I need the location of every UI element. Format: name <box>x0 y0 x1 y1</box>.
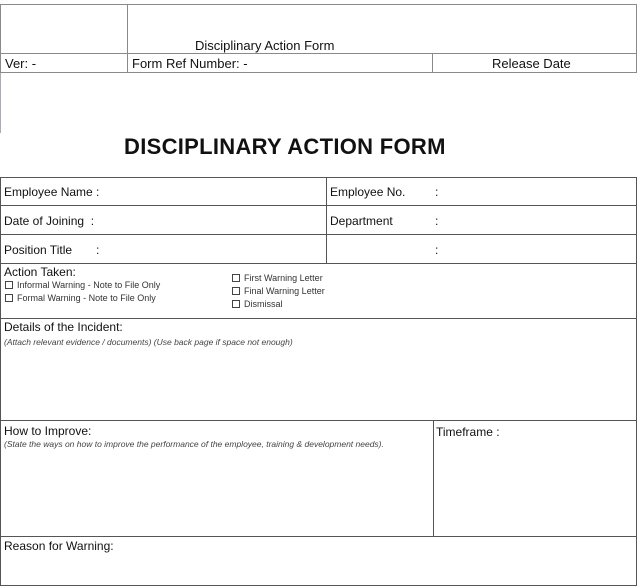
option-label: Formal Warning - Note to File Only <box>17 293 156 303</box>
how-to-improve-section[interactable] <box>0 420 434 537</box>
date-joining-label: Date of Joining : <box>4 214 95 228</box>
how-to-improve-label: How to Improve: <box>4 424 92 438</box>
colon: : <box>96 243 100 257</box>
checkbox-icon[interactable] <box>232 300 240 308</box>
release-date: Release Date <box>492 56 571 71</box>
action-taken-section <box>0 263 637 319</box>
checkbox-dismissal[interactable] <box>232 299 283 309</box>
option-label: Informal Warning - Note to File Only <box>17 280 161 290</box>
version: Ver: - <box>5 56 37 71</box>
form-ref-number: Form Ref Number: - <box>132 56 248 71</box>
checkbox-first-warning[interactable] <box>232 273 323 283</box>
checkbox-formal-warning[interactable] <box>5 293 156 303</box>
version-cell <box>0 53 128 73</box>
option-label: Final Warning Letter <box>244 286 325 296</box>
checkbox-icon[interactable] <box>232 274 240 282</box>
option-label: Dismissal <box>244 299 283 309</box>
checkbox-icon[interactable] <box>232 287 240 295</box>
department-cell[interactable] <box>326 205 637 235</box>
employee-no-cell[interactable] <box>326 177 637 206</box>
colon: : <box>435 243 439 257</box>
blank-field-cell[interactable] <box>326 234 637 264</box>
incident-details-hint: (Attach relevant evidence / documents) (Use back page if space not enough) <box>4 337 293 347</box>
colon: : <box>435 185 439 199</box>
checkbox-informal-warning[interactable] <box>5 280 160 290</box>
date-joining-cell[interactable] <box>0 205 327 235</box>
employee-name-label: Employee Name : <box>4 185 100 199</box>
timeframe-label: Timeframe : <box>436 425 500 439</box>
header-logo-cell <box>0 4 128 54</box>
timeframe-section[interactable] <box>433 420 637 537</box>
left-margin-line <box>0 73 1 133</box>
form-ref-cell <box>127 53 433 73</box>
checkbox-icon[interactable] <box>5 281 13 289</box>
header-title-cell <box>127 4 637 54</box>
header-title: Disciplinary Action Form <box>195 38 335 53</box>
colon: : <box>435 214 439 228</box>
how-to-improve-hint: (State the ways on how to improve the performance of the employee, training & development needs). <box>4 439 384 449</box>
release-date-cell <box>432 53 637 73</box>
department-label: Department <box>330 214 393 228</box>
action-taken-label: Action Taken: <box>4 265 76 279</box>
position-title-cell[interactable] <box>0 234 327 264</box>
employee-name-cell[interactable] <box>0 177 327 206</box>
reason-for-warning-label: Reason for Warning: <box>4 539 114 553</box>
page-title: DISCIPLINARY ACTION FORM <box>124 134 446 159</box>
checkbox-icon[interactable] <box>5 294 13 302</box>
option-label: First Warning Letter <box>244 273 323 283</box>
incident-details-section[interactable] <box>0 318 637 421</box>
employee-no-label: Employee No. <box>330 185 406 199</box>
position-title-label: Position Title <box>4 243 73 257</box>
incident-details-label: Details of the Incident: <box>4 320 123 334</box>
checkbox-final-warning[interactable] <box>232 286 325 296</box>
